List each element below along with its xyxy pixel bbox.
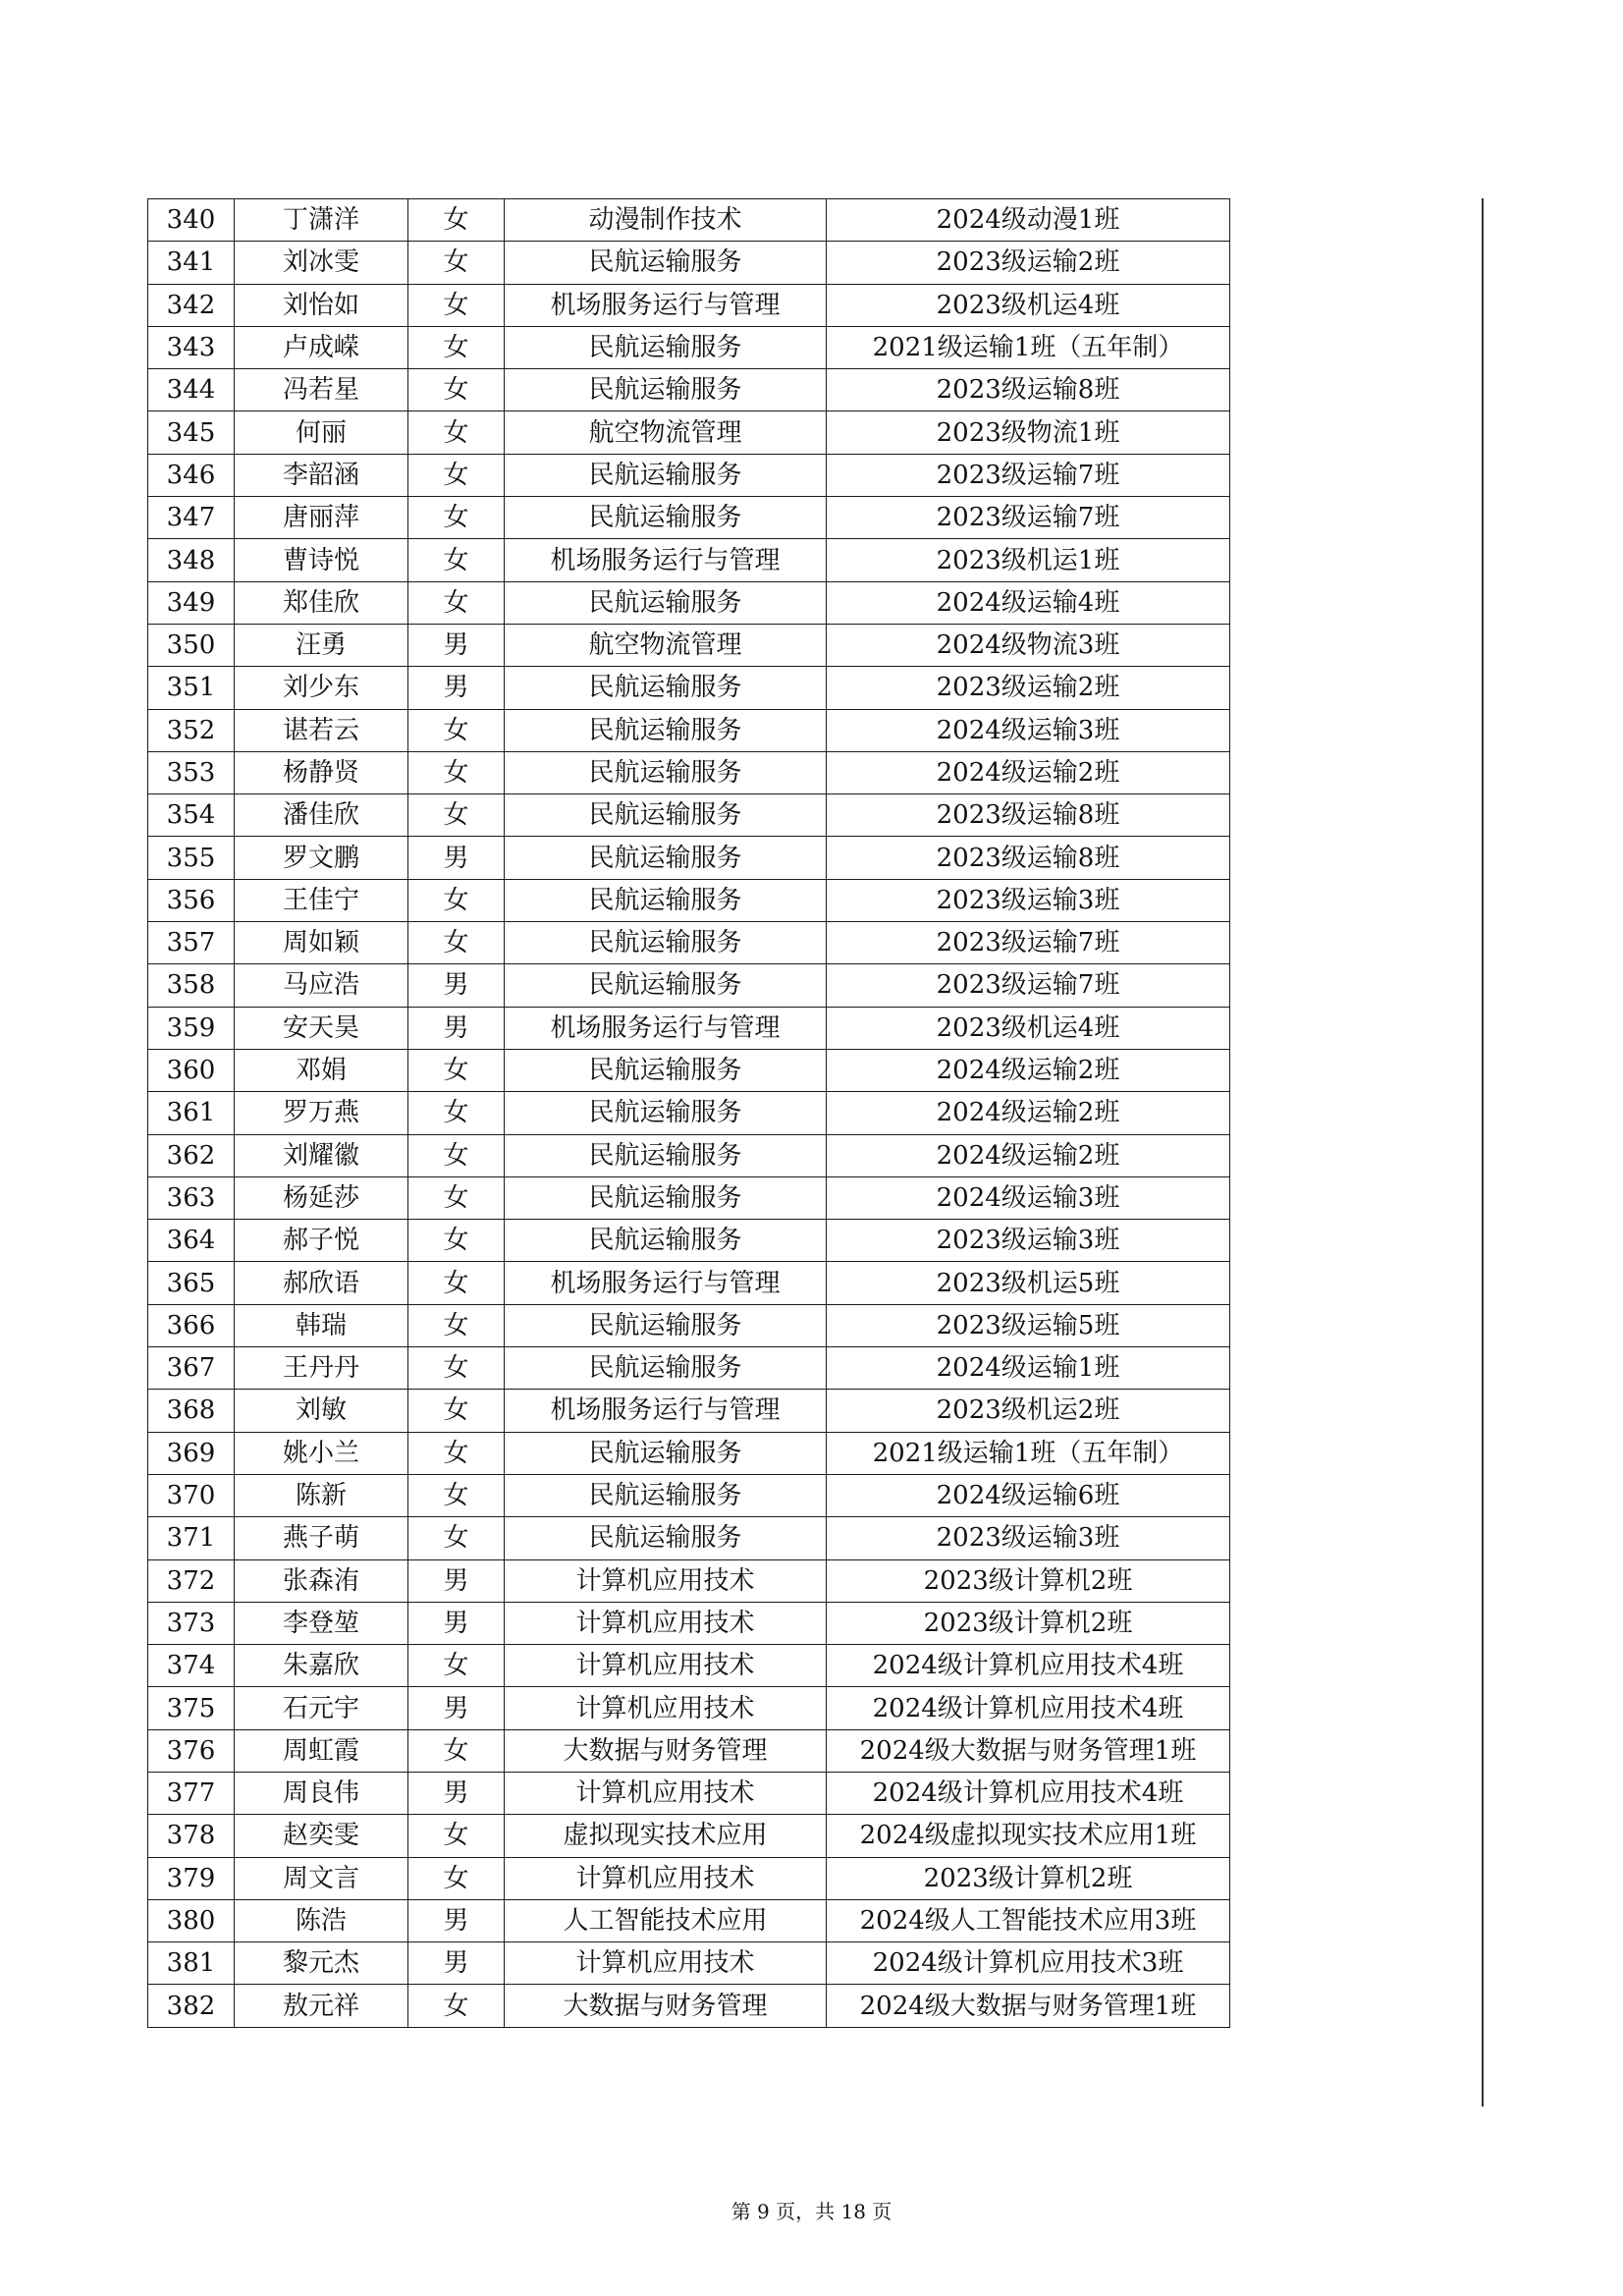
gender-cell: 女 (408, 709, 505, 751)
major-cell: 人工智能技术应用 (505, 1899, 827, 1941)
gender-cell: 女 (408, 326, 505, 368)
class-name-cell: 2024级运输3班 (827, 1176, 1230, 1219)
major-cell: 民航运输服务 (505, 1347, 827, 1390)
row-number-cell: 352 (148, 709, 235, 751)
class-name-cell: 2023级机运1班 (827, 539, 1230, 581)
major-cell: 计算机应用技术 (505, 1602, 827, 1644)
class-name-cell: 2024级计算机应用技术3班 (827, 1942, 1230, 1985)
gender-cell: 女 (408, 411, 505, 454)
major-cell: 民航运输服务 (505, 1517, 827, 1559)
student-name-cell: 王佳宁 (235, 879, 408, 921)
student-name-cell: 朱嘉欣 (235, 1645, 408, 1687)
major-cell: 计算机应用技术 (505, 1687, 827, 1729)
row-number-cell: 341 (148, 242, 235, 284)
major-cell: 民航运输服务 (505, 454, 827, 496)
row-number-cell: 353 (148, 751, 235, 793)
major-cell: 机场服务运行与管理 (505, 1390, 827, 1432)
row-number-cell: 360 (148, 1049, 235, 1091)
gender-cell: 男 (408, 1772, 505, 1814)
student-name-cell: 何丽 (235, 411, 408, 454)
row-number-cell: 356 (148, 879, 235, 921)
major-cell: 民航运输服务 (505, 369, 827, 411)
student-name-cell: 罗文鹏 (235, 837, 408, 879)
major-cell: 民航运输服务 (505, 709, 827, 751)
student-roster-table (147, 198, 1230, 2028)
student-name-cell: 曹诗悦 (235, 539, 408, 581)
row-number-cell: 363 (148, 1176, 235, 1219)
table-row (148, 1517, 1230, 1559)
major-cell: 民航运输服务 (505, 964, 827, 1007)
student-name-cell: 王丹丹 (235, 1347, 408, 1390)
major-cell: 机场服务运行与管理 (505, 1262, 827, 1304)
major-cell: 民航运输服务 (505, 1092, 827, 1134)
gender-cell: 女 (408, 497, 505, 539)
gender-cell: 男 (408, 1602, 505, 1644)
gender-cell: 男 (408, 624, 505, 666)
gender-cell: 女 (408, 1220, 505, 1262)
table-row (148, 539, 1230, 581)
gender-cell: 男 (408, 1687, 505, 1729)
gender-cell: 女 (408, 794, 505, 837)
row-number-cell: 364 (148, 1220, 235, 1262)
student-name-cell: 刘怡如 (235, 284, 408, 326)
major-cell: 民航运输服务 (505, 879, 827, 921)
class-name-cell: 2023级机运5班 (827, 1262, 1230, 1304)
table-row (148, 964, 1230, 1007)
student-name-cell: 潘佳欣 (235, 794, 408, 837)
class-name-cell: 2024级运输6班 (827, 1474, 1230, 1516)
table-row (148, 1304, 1230, 1346)
gender-cell: 女 (408, 581, 505, 624)
major-cell: 民航运输服务 (505, 1176, 827, 1219)
student-name-cell: 周如颖 (235, 922, 408, 964)
major-cell: 机场服务运行与管理 (505, 539, 827, 581)
table-row (148, 284, 1230, 326)
table-row (148, 1432, 1230, 1474)
student-name-cell: 韩瑞 (235, 1304, 408, 1346)
major-cell: 机场服务运行与管理 (505, 1007, 827, 1049)
row-number-cell: 370 (148, 1474, 235, 1516)
row-number-cell: 345 (148, 411, 235, 454)
row-number-cell: 362 (148, 1134, 235, 1176)
student-name-cell: 冯若星 (235, 369, 408, 411)
major-cell: 民航运输服务 (505, 326, 827, 368)
row-number-cell: 369 (148, 1432, 235, 1474)
student-name-cell: 李登堃 (235, 1602, 408, 1644)
row-number-cell: 373 (148, 1602, 235, 1644)
table-row (148, 1942, 1230, 1985)
table-row (148, 837, 1230, 879)
gender-cell: 男 (408, 1007, 505, 1049)
table-row (148, 1687, 1230, 1729)
major-cell: 民航运输服务 (505, 667, 827, 709)
student-name-cell: 汪勇 (235, 624, 408, 666)
student-name-cell: 郝欣语 (235, 1262, 408, 1304)
major-cell: 民航运输服务 (505, 1432, 827, 1474)
table-row (148, 497, 1230, 539)
major-cell: 计算机应用技术 (505, 1645, 827, 1687)
student-name-cell: 陈浩 (235, 1899, 408, 1941)
gender-cell: 男 (408, 837, 505, 879)
student-name-cell: 郑佳欣 (235, 581, 408, 624)
class-name-cell: 2023级运输7班 (827, 454, 1230, 496)
student-name-cell: 郝子悦 (235, 1220, 408, 1262)
table-row (148, 411, 1230, 454)
major-cell: 民航运输服务 (505, 581, 827, 624)
gender-cell: 女 (408, 1092, 505, 1134)
class-name-cell: 2023级运输5班 (827, 1304, 1230, 1346)
student-name-cell: 黎元杰 (235, 1942, 408, 1985)
class-name-cell: 2024级运输3班 (827, 709, 1230, 751)
class-name-cell: 2023级运输8班 (827, 369, 1230, 411)
gender-cell: 女 (408, 369, 505, 411)
table-row (148, 1474, 1230, 1516)
class-name-cell: 2023级运输8班 (827, 794, 1230, 837)
student-name-cell: 卢成嵘 (235, 326, 408, 368)
table-row (148, 1602, 1230, 1644)
row-number-cell: 377 (148, 1772, 235, 1814)
row-number-cell: 358 (148, 964, 235, 1007)
class-name-cell: 2023级运输3班 (827, 1517, 1230, 1559)
row-number-cell: 351 (148, 667, 235, 709)
roster-body (148, 199, 1230, 2028)
student-name-cell: 罗万燕 (235, 1092, 408, 1134)
table-row (148, 454, 1230, 496)
gender-cell: 女 (408, 539, 505, 581)
major-cell: 民航运输服务 (505, 922, 827, 964)
student-name-cell: 燕子萌 (235, 1517, 408, 1559)
row-number-cell: 346 (148, 454, 235, 496)
table-row (148, 326, 1230, 368)
gender-cell: 女 (408, 1134, 505, 1176)
class-name-cell: 2024级大数据与财务管理1班 (827, 1985, 1230, 2027)
student-name-cell: 刘耀徽 (235, 1134, 408, 1176)
student-name-cell: 谌若云 (235, 709, 408, 751)
row-number-cell: 372 (148, 1559, 235, 1602)
major-cell: 大数据与财务管理 (505, 1985, 827, 2027)
gender-cell: 女 (408, 1049, 505, 1091)
table-row (148, 1815, 1230, 1857)
class-name-cell: 2024级计算机应用技术4班 (827, 1772, 1230, 1814)
gender-cell: 女 (408, 1432, 505, 1474)
row-number-cell: 375 (148, 1687, 235, 1729)
table-row (148, 1049, 1230, 1091)
major-cell: 计算机应用技术 (505, 1942, 827, 1985)
class-name-cell: 2024级运输2班 (827, 1092, 1230, 1134)
student-name-cell: 姚小兰 (235, 1432, 408, 1474)
row-number-cell: 342 (148, 284, 235, 326)
student-name-cell: 杨静贤 (235, 751, 408, 793)
table-row (148, 1985, 1230, 2027)
gender-cell: 男 (408, 1559, 505, 1602)
major-cell: 民航运输服务 (505, 1134, 827, 1176)
major-cell: 民航运输服务 (505, 1049, 827, 1091)
gender-cell: 男 (408, 964, 505, 1007)
table-row (148, 1134, 1230, 1176)
class-name-cell: 2024级人工智能技术应用3班 (827, 1899, 1230, 1941)
row-number-cell: 344 (148, 369, 235, 411)
student-name-cell: 刘冰雯 (235, 242, 408, 284)
row-number-cell: 350 (148, 624, 235, 666)
table-row (148, 1262, 1230, 1304)
major-cell: 民航运输服务 (505, 1220, 827, 1262)
major-cell: 民航运输服务 (505, 837, 827, 879)
student-name-cell: 周虹霞 (235, 1729, 408, 1772)
table-row (148, 1347, 1230, 1390)
class-name-cell: 2023级物流1班 (827, 411, 1230, 454)
row-number-cell: 340 (148, 199, 235, 242)
student-name-cell: 刘敏 (235, 1390, 408, 1432)
row-number-cell: 378 (148, 1815, 235, 1857)
gender-cell: 女 (408, 1262, 505, 1304)
major-cell: 机场服务运行与管理 (505, 284, 827, 326)
table-row (148, 369, 1230, 411)
table-row (148, 1092, 1230, 1134)
gender-cell: 女 (408, 1729, 505, 1772)
class-name-cell: 2023级机运4班 (827, 1007, 1230, 1049)
gender-cell: 女 (408, 454, 505, 496)
table-row (148, 1729, 1230, 1772)
gender-cell: 男 (408, 667, 505, 709)
table-row (148, 1645, 1230, 1687)
gender-cell: 女 (408, 1985, 505, 2027)
table-row (148, 1390, 1230, 1432)
table-row (148, 922, 1230, 964)
table-row (148, 1857, 1230, 1899)
class-name-cell: 2024级物流3班 (827, 624, 1230, 666)
row-number-cell: 379 (148, 1857, 235, 1899)
major-cell: 民航运输服务 (505, 751, 827, 793)
class-name-cell: 2023级运输7班 (827, 922, 1230, 964)
student-name-cell: 刘少东 (235, 667, 408, 709)
class-name-cell: 2021级运输1班（五年制） (827, 326, 1230, 368)
class-name-cell: 2024级运输2班 (827, 751, 1230, 793)
table-row (148, 624, 1230, 666)
gender-cell: 女 (408, 1815, 505, 1857)
row-number-cell: 354 (148, 794, 235, 837)
gender-cell: 女 (408, 199, 505, 242)
class-name-cell: 2023级运输7班 (827, 964, 1230, 1007)
table-row (148, 879, 1230, 921)
gender-cell: 男 (408, 1899, 505, 1941)
class-name-cell: 2024级动漫1班 (827, 199, 1230, 242)
class-name-cell: 2024级运输2班 (827, 1134, 1230, 1176)
gender-cell: 女 (408, 879, 505, 921)
major-cell: 虚拟现实技术应用 (505, 1815, 827, 1857)
class-name-cell: 2023级运输2班 (827, 242, 1230, 284)
major-cell: 民航运输服务 (505, 794, 827, 837)
class-name-cell: 2023级机运2班 (827, 1390, 1230, 1432)
class-name-cell: 2024级计算机应用技术4班 (827, 1687, 1230, 1729)
class-name-cell: 2023级计算机2班 (827, 1857, 1230, 1899)
major-cell: 民航运输服务 (505, 1474, 827, 1516)
row-number-cell: 368 (148, 1390, 235, 1432)
student-name-cell: 张森洧 (235, 1559, 408, 1602)
table-row (148, 667, 1230, 709)
major-cell: 航空物流管理 (505, 624, 827, 666)
table-row (148, 751, 1230, 793)
row-number-cell: 349 (148, 581, 235, 624)
student-name-cell: 赵奕雯 (235, 1815, 408, 1857)
row-number-cell: 376 (148, 1729, 235, 1772)
major-cell: 民航运输服务 (505, 497, 827, 539)
major-cell: 航空物流管理 (505, 411, 827, 454)
class-name-cell: 2023级机运4班 (827, 284, 1230, 326)
major-cell: 动漫制作技术 (505, 199, 827, 242)
gender-cell: 女 (408, 242, 505, 284)
class-name-cell: 2023级计算机2班 (827, 1602, 1230, 1644)
gender-cell: 女 (408, 751, 505, 793)
class-name-cell: 2024级大数据与财务管理1班 (827, 1729, 1230, 1772)
student-name-cell: 唐丽萍 (235, 497, 408, 539)
table-row (148, 1899, 1230, 1941)
table-row (148, 1559, 1230, 1602)
table-row (148, 1007, 1230, 1049)
class-name-cell: 2024级运输2班 (827, 1049, 1230, 1091)
row-number-cell: 361 (148, 1092, 235, 1134)
table-row (148, 242, 1230, 284)
row-number-cell: 365 (148, 1262, 235, 1304)
row-number-cell: 367 (148, 1347, 235, 1390)
row-number-cell: 366 (148, 1304, 235, 1346)
row-number-cell: 374 (148, 1645, 235, 1687)
student-name-cell: 周良伟 (235, 1772, 408, 1814)
table-row (148, 1220, 1230, 1262)
gender-cell: 女 (408, 1304, 505, 1346)
gender-cell: 女 (408, 1645, 505, 1687)
student-name-cell: 安天昊 (235, 1007, 408, 1049)
student-name-cell: 石元宇 (235, 1687, 408, 1729)
class-name-cell: 2023级运输3班 (827, 1220, 1230, 1262)
student-name-cell: 李韶涵 (235, 454, 408, 496)
row-number-cell: 348 (148, 539, 235, 581)
gender-cell: 女 (408, 1176, 505, 1219)
student-name-cell: 马应浩 (235, 964, 408, 1007)
class-name-cell: 2023级运输8班 (827, 837, 1230, 879)
table-row (148, 794, 1230, 837)
class-name-cell: 2024级计算机应用技术4班 (827, 1645, 1230, 1687)
student-name-cell: 周文言 (235, 1857, 408, 1899)
student-name-cell: 邓娟 (235, 1049, 408, 1091)
row-number-cell: 371 (148, 1517, 235, 1559)
major-cell: 计算机应用技术 (505, 1857, 827, 1899)
major-cell: 计算机应用技术 (505, 1772, 827, 1814)
right-margin-rule (1482, 198, 1484, 2106)
table-row (148, 1772, 1230, 1814)
class-name-cell: 2023级运输3班 (827, 879, 1230, 921)
gender-cell: 男 (408, 1942, 505, 1985)
student-name-cell: 敖元祥 (235, 1985, 408, 2027)
major-cell: 民航运输服务 (505, 1304, 827, 1346)
student-name-cell: 陈新 (235, 1474, 408, 1516)
table-row (148, 581, 1230, 624)
table-row (148, 1176, 1230, 1219)
gender-cell: 女 (408, 1517, 505, 1559)
table-row (148, 709, 1230, 751)
page-footer: 第 9 页，共 18 页 (730, 2200, 893, 2223)
gender-cell: 女 (408, 1390, 505, 1432)
major-cell: 大数据与财务管理 (505, 1729, 827, 1772)
row-number-cell: 343 (148, 326, 235, 368)
gender-cell: 女 (408, 1474, 505, 1516)
class-name-cell: 2023级运输2班 (827, 667, 1230, 709)
gender-cell: 女 (408, 1857, 505, 1899)
class-name-cell: 2021级运输1班（五年制） (827, 1432, 1230, 1474)
major-cell: 计算机应用技术 (505, 1559, 827, 1602)
class-name-cell: 2024级运输1班 (827, 1347, 1230, 1390)
class-name-cell: 2023级计算机2班 (827, 1559, 1230, 1602)
gender-cell: 女 (408, 922, 505, 964)
table-row (148, 199, 1230, 242)
class-name-cell: 2024级运输4班 (827, 581, 1230, 624)
row-number-cell: 380 (148, 1899, 235, 1941)
row-number-cell: 357 (148, 922, 235, 964)
gender-cell: 女 (408, 1347, 505, 1390)
student-name-cell: 杨延莎 (235, 1176, 408, 1219)
class-name-cell: 2023级运输7班 (827, 497, 1230, 539)
class-name-cell: 2024级虚拟现实技术应用1班 (827, 1815, 1230, 1857)
row-number-cell: 347 (148, 497, 235, 539)
gender-cell: 女 (408, 284, 505, 326)
row-number-cell: 359 (148, 1007, 235, 1049)
row-number-cell: 382 (148, 1985, 235, 2027)
major-cell: 民航运输服务 (505, 242, 827, 284)
student-name-cell: 丁潇洋 (235, 199, 408, 242)
row-number-cell: 355 (148, 837, 235, 879)
row-number-cell: 381 (148, 1942, 235, 1985)
